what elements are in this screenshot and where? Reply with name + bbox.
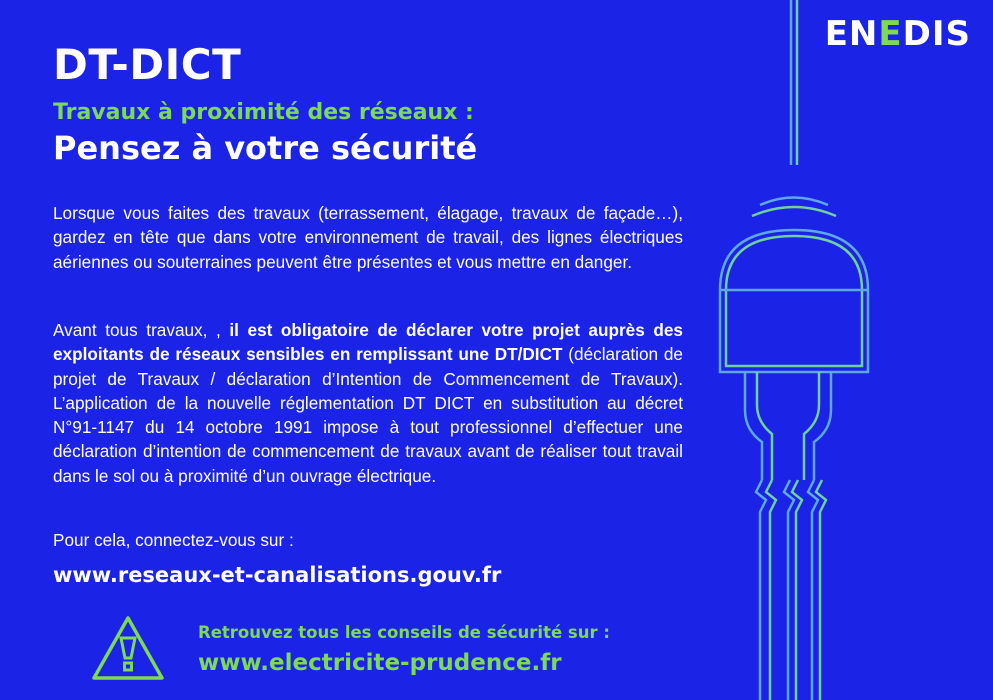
safety-advice-text: Retrouvez tous les conseils de sécurité sur : xyxy=(198,623,610,642)
subtitle-green: Travaux à proximité des réseaux : xyxy=(53,100,474,125)
obligation-bold: il est obligatoire de déclarer votre projet auprès des exploitants de réseaux sensibles en remplissant une DT/DICT xyxy=(53,320,683,365)
page-title: DT-DICT xyxy=(53,40,242,89)
intro-paragraph: Lorsque vous faites des travaux (terrassement, élagage, travaux de façade…), gardez en tête que dans votre environnement de travail, des lignes électriques aériennes ou souterraines peuvent être présentes et vous mettre en danger. xyxy=(53,203,683,272)
obligation-intro: Avant tous travaux, , xyxy=(53,320,230,340)
electric-plug-illustration xyxy=(700,0,890,700)
prudence-url-link[interactable]: www.electricite-prudence.fr xyxy=(198,650,562,676)
subtitle-white: Pensez à votre sécurité xyxy=(53,129,478,167)
connect-text: Pour cela, connectez-vous sur : xyxy=(53,530,294,550)
logo-text-accent: E xyxy=(878,14,903,54)
warning-triangle-icon xyxy=(90,614,166,682)
obligation-rest: (déclaration de projet de Travaux / déclaration d’Intention de Commencement de Travaux). L’application de la nouvelle réglementation DT DICT en substitution au décret N°91-1147 du 14 octobre 1991 impose à tout professionnel d’effectuer une déclaration d’intention de commencement de travaux avant de réaliser tout travail dans le sol ou à proximité d’un ouvrage électrique. xyxy=(53,344,683,486)
logo-text-start: EN xyxy=(824,14,879,54)
obligation-paragraph xyxy=(53,318,683,488)
logo-text-end: DIS xyxy=(902,14,971,54)
reseaux-url-link[interactable]: www.reseaux-et-canalisations.gouv.fr xyxy=(53,563,502,587)
